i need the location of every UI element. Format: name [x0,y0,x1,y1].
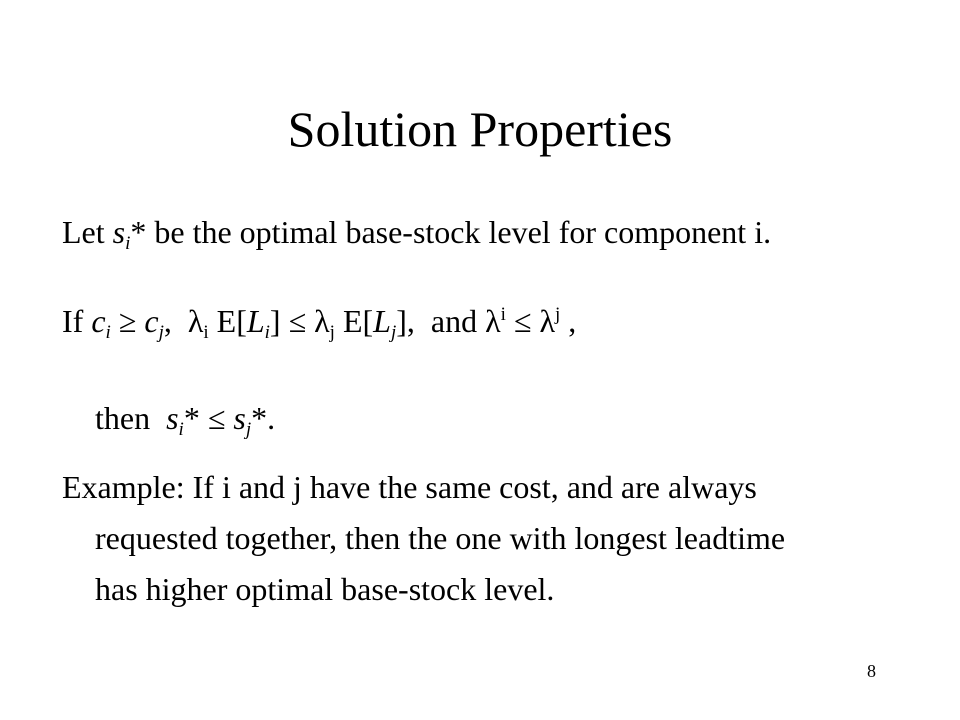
star: * [183,400,200,436]
ge-symbol: ≥ [118,303,137,339]
if-word: If [62,303,92,339]
star-period: *. [251,400,276,436]
le-symbol: ≤ [513,303,532,339]
comma: , [406,303,415,339]
final-comma: , [568,303,577,339]
sub-i: i [178,419,184,440]
var-s: s [166,400,179,436]
sub-i: i [105,322,111,343]
definition-pre: Let [62,214,113,250]
sub-i: i [125,233,131,254]
var-L: L [246,303,265,339]
conclusion-line [95,396,275,440]
lambda-symbol: λ [539,303,555,339]
var-s: s [233,400,246,436]
example-line-3: has higher optimal base-stock level. [95,571,555,607]
lambda-symbol: λ [314,303,330,339]
condition-line [62,299,576,343]
sub-j: j [245,419,252,440]
example-line-1: Example: If i and j have the same cost, and are always [62,469,757,505]
sub-i: i [203,322,209,343]
sub-j: j [390,322,397,343]
then-word: then [95,400,151,436]
expectation-open: E[ [216,303,247,339]
var-c: c [91,303,106,339]
var-s: s [112,214,126,250]
le-symbol: ≤ [207,400,226,436]
le-symbol: ≤ [288,303,307,339]
slide-title: Solution Properties [287,101,673,157]
definition-post: * be the optimal base-stock level for component i. [130,214,772,250]
sup-i: i [500,304,506,325]
comma: , [163,303,172,339]
expectation-open: E[ [342,303,374,339]
var-L: L [373,303,391,339]
expectation-close: ] [269,303,281,339]
lambda-symbol: λ [485,303,501,339]
var-c: c [144,303,159,339]
sub-j: j [158,322,164,343]
page-number: 8 [867,661,876,681]
expectation-close: ] [396,303,407,339]
sub-j: j [329,322,335,343]
example-line-2: requested together, then the one with longest leadtime [95,520,786,556]
sup-j: j [554,304,561,325]
sub-i: i [264,322,270,343]
and-word: and [430,303,478,339]
lambda-symbol: λ [187,303,204,339]
definition-line [62,210,771,254]
